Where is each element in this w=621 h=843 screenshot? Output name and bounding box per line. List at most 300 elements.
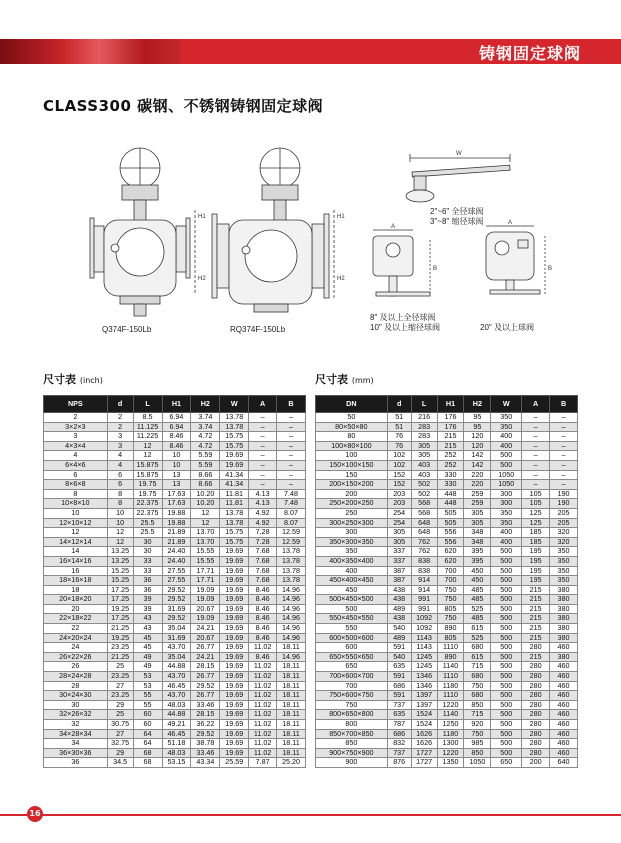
table-cell: 620 — [437, 547, 464, 557]
table-cell: 320 — [550, 528, 578, 538]
banner-gradient — [0, 39, 180, 64]
table-cell: 438 — [387, 614, 411, 624]
table-cell: 485 — [464, 614, 491, 624]
table-cell: 8.46 — [249, 604, 277, 614]
table-cell: 102 — [387, 460, 411, 470]
table-cell: 20×18×20 — [44, 595, 108, 605]
table-cell: 8.46 — [162, 432, 191, 442]
table-cell: 19.69 — [220, 691, 249, 701]
column-header: H1 — [437, 396, 464, 413]
table-cell: 12 — [107, 537, 133, 547]
table-cell: 19.09 — [191, 595, 220, 605]
table-cell: 12 — [191, 508, 220, 518]
table-cell: 33.46 — [191, 700, 220, 710]
table-cell: 438 — [387, 585, 411, 595]
table-cell: 1524 — [411, 720, 437, 730]
table-cell: 13.78 — [220, 518, 249, 528]
table-cell: 19.88 — [162, 518, 191, 528]
table-cell: 102 — [387, 451, 411, 461]
table-cell: 13.70 — [191, 537, 220, 547]
table-cell: 330 — [437, 480, 464, 490]
table-row — [44, 556, 306, 566]
table-cell: 19.69 — [220, 643, 249, 653]
table-cell: 50 — [316, 413, 388, 423]
table-cell: 25 — [107, 710, 133, 720]
table-cell: – — [522, 470, 550, 480]
table-cell: 250×200×250 — [316, 499, 388, 509]
table-cell: 105 — [522, 499, 550, 509]
table-cell: 125 — [522, 518, 550, 528]
table-cell: 8.46 — [249, 624, 277, 634]
table-cell: 280 — [522, 691, 550, 701]
table-cell: 33 — [133, 566, 162, 576]
table-cell: 203 — [387, 499, 411, 509]
table-cell: 53.15 — [162, 758, 191, 768]
table-row — [316, 691, 578, 701]
table-cell: 489 — [387, 604, 411, 614]
table-cell: – — [249, 432, 277, 442]
table-cell: 43.70 — [162, 691, 191, 701]
table-row — [316, 528, 578, 538]
table-cell: 3 — [44, 432, 108, 442]
table-cell: 19.69 — [220, 451, 249, 461]
table-cell: 24 — [44, 643, 108, 653]
table-cell: 450×400×450 — [316, 576, 388, 586]
table-cell: 737 — [387, 700, 411, 710]
table-cell: 300 — [491, 499, 522, 509]
table-cell: 18.11 — [277, 729, 306, 739]
table-cell: 11.02 — [249, 720, 277, 730]
table-cell: 29.52 — [191, 681, 220, 691]
table-row — [316, 432, 578, 442]
table-row — [316, 739, 578, 749]
table-cell: 500 — [491, 681, 522, 691]
table-cell: 1143 — [411, 633, 437, 643]
table-cell: 16×14×16 — [44, 556, 108, 566]
table-cell: 19.69 — [220, 556, 249, 566]
table-cell: 540 — [387, 624, 411, 634]
table-cell: 24.21 — [191, 652, 220, 662]
table-cell: 19.88 — [162, 508, 191, 518]
table-cell: 29.52 — [191, 729, 220, 739]
table-cell: 14.96 — [277, 604, 306, 614]
table-cell: 7.87 — [249, 758, 277, 768]
table-cell: 51.18 — [162, 739, 191, 749]
table-header-row — [316, 396, 578, 413]
table-cell: – — [522, 413, 550, 423]
table-cell: 19.69 — [220, 604, 249, 614]
table-cell: 500 — [491, 576, 522, 586]
table-cell: 18.11 — [277, 720, 306, 730]
table-cell: 100 — [316, 451, 388, 461]
table-row — [44, 624, 306, 634]
table-cell: 80×50×80 — [316, 422, 388, 432]
table-cell: 19.69 — [220, 595, 249, 605]
table-cell: 1346 — [411, 681, 437, 691]
table-cell: 489 — [387, 633, 411, 643]
table-cell: 8.46 — [249, 585, 277, 595]
table-cell: – — [277, 470, 306, 480]
table-cell: 95 — [464, 422, 491, 432]
table-cell: 46.45 — [162, 729, 191, 739]
table-cell: 305 — [387, 537, 411, 547]
table-cell: 6×4×6 — [44, 460, 108, 470]
table-cell: 350 — [491, 413, 522, 423]
table-cell: 460 — [550, 700, 578, 710]
table-cell: 500 — [491, 604, 522, 614]
table-cell: 254 — [387, 518, 411, 528]
page-number: 16 — [27, 806, 43, 822]
table-cell: 305 — [464, 518, 491, 528]
table-row — [44, 480, 306, 490]
table-cell: 700×600×700 — [316, 672, 388, 682]
note-bottom-right: 20" 及以上球阀 — [480, 323, 534, 332]
table-cell: 18.11 — [277, 691, 306, 701]
table-cell: 337 — [387, 547, 411, 557]
table-cell: 502 — [411, 489, 437, 499]
table-cell: 17.63 — [162, 489, 191, 499]
table-cell: 500 — [316, 604, 388, 614]
table-cell: 11.02 — [249, 739, 277, 749]
table-cell: 1180 — [437, 681, 464, 691]
table-cell: 556 — [437, 537, 464, 547]
table-cell: 19.75 — [133, 489, 162, 499]
table-cell: 305 — [464, 508, 491, 518]
table-cell: 6 — [44, 470, 108, 480]
table-cell: 550 — [316, 624, 388, 634]
table-cell: 15.55 — [191, 547, 220, 557]
table-cell: 19.69 — [220, 710, 249, 720]
table-cell: 500 — [491, 460, 522, 470]
table-cell: 13.78 — [220, 422, 249, 432]
table-cell: 283 — [411, 432, 437, 442]
table-cell: 51 — [387, 413, 411, 423]
table-cell: 28×24×28 — [44, 672, 108, 682]
table-row — [316, 460, 578, 470]
table-cell: 1050 — [491, 480, 522, 490]
table-cell: 600 — [316, 643, 388, 653]
table-cell: 26.77 — [191, 691, 220, 701]
table-cell: 450 — [316, 585, 388, 595]
table-cell: 100×80×100 — [316, 441, 388, 451]
table-cell: 556 — [437, 528, 464, 538]
table-cell: 5.59 — [191, 460, 220, 470]
actuator-drawing-left — [373, 230, 430, 296]
table-cell: 33 — [133, 556, 162, 566]
table-cell: 64 — [133, 729, 162, 739]
table-cell: 19.69 — [220, 566, 249, 576]
table-cell: 6 — [107, 480, 133, 490]
table-cell: 19.25 — [107, 604, 133, 614]
table-cell: 220 — [464, 480, 491, 490]
table-cell: 24×20×24 — [44, 633, 108, 643]
table-cell: 215 — [522, 624, 550, 634]
column-header: B — [277, 396, 306, 413]
table-cell: – — [249, 460, 277, 470]
table-cell: 715 — [464, 662, 491, 672]
table-cell: 19.69 — [220, 624, 249, 634]
table-cell: 19.09 — [191, 585, 220, 595]
table-cell: 95 — [464, 413, 491, 423]
table-cell: 39 — [133, 604, 162, 614]
table-cell: 305 — [411, 451, 437, 461]
table-cell: 36.22 — [191, 720, 220, 730]
table-cell: 13.25 — [107, 547, 133, 557]
table-cell: – — [550, 413, 578, 423]
table-cell: 17.71 — [191, 566, 220, 576]
table-cell: 11.02 — [249, 748, 277, 758]
table-cell: 10 — [107, 518, 133, 528]
table-cell: 31.69 — [162, 633, 191, 643]
table-cell: 8.46 — [162, 441, 191, 451]
table-cell: 33.46 — [191, 748, 220, 758]
table-cell: 195 — [522, 556, 550, 566]
table-cell: 11.02 — [249, 662, 277, 672]
table-cell: 715 — [464, 710, 491, 720]
table-cell: 49 — [133, 662, 162, 672]
table-cell: 505 — [437, 518, 464, 528]
table-cell: 686 — [387, 681, 411, 691]
table-cell: 8.07 — [277, 518, 306, 528]
table-row — [44, 460, 306, 470]
table-cell: 14×12×14 — [44, 537, 108, 547]
table-cell: 185 — [522, 528, 550, 538]
table-cell: – — [249, 413, 277, 423]
table-cell: 502 — [411, 480, 437, 490]
table-cell: 17.25 — [107, 585, 133, 595]
table-cell: 36 — [44, 758, 108, 768]
table-row — [316, 480, 578, 490]
table-cell: 591 — [387, 691, 411, 701]
table-cell: 18.11 — [277, 662, 306, 672]
table-cell: 27 — [107, 681, 133, 691]
table-cell: 500 — [491, 451, 522, 461]
note-top-2: 3"~8" 缩径球阀 — [430, 217, 484, 226]
table-cell: 850 — [464, 748, 491, 758]
table-cell: 49 — [133, 652, 162, 662]
table-cell: 49.21 — [162, 720, 191, 730]
table-cell: 280 — [522, 729, 550, 739]
table-cell: – — [550, 441, 578, 451]
table-cell: 1245 — [411, 662, 437, 672]
table-cell: 920 — [464, 720, 491, 730]
inch-table-label — [43, 371, 103, 387]
table-cell: 41.34 — [220, 480, 249, 490]
table-cell: 8.5 — [133, 413, 162, 423]
table-cell: 380 — [550, 614, 578, 624]
table-cell: 53 — [133, 672, 162, 682]
table-cell: – — [522, 432, 550, 442]
table-cell: 200 — [316, 489, 388, 499]
table-cell: 21.25 — [107, 624, 133, 634]
table-cell: 18.11 — [277, 672, 306, 682]
table-cell: – — [550, 432, 578, 442]
table-cell: 460 — [550, 681, 578, 691]
table-cell: 350×300×350 — [316, 537, 388, 547]
table-cell: 7.68 — [249, 547, 277, 557]
table-cell: 13.70 — [191, 528, 220, 538]
table-cell: 330 — [437, 470, 464, 480]
table-cell: 17.25 — [107, 595, 133, 605]
table-cell: 280 — [522, 739, 550, 749]
table-cell: 7.48 — [277, 499, 306, 509]
table-cell: 500×450×500 — [316, 595, 388, 605]
table-cell: 4.92 — [249, 518, 277, 528]
table-cell: 176 — [437, 413, 464, 423]
table-cell: 18.11 — [277, 700, 306, 710]
table-cell: 1050 — [491, 470, 522, 480]
table-cell: 4.72 — [191, 432, 220, 442]
table-cell: 1220 — [437, 748, 464, 758]
table-cell: 25.59 — [220, 758, 249, 768]
table-cell: 15.75 — [220, 537, 249, 547]
table-cell: 45 — [133, 633, 162, 643]
valve-diagram — [40, 140, 600, 365]
table-cell: 460 — [550, 662, 578, 672]
table-cell: 1626 — [411, 739, 437, 749]
valve-drawing-left — [90, 148, 195, 316]
table-cell: 18.11 — [277, 748, 306, 758]
table-cell: 380 — [550, 595, 578, 605]
mm-label-text: 尺寸表 — [315, 373, 348, 386]
column-header: NPS — [44, 396, 108, 413]
table-row — [316, 508, 578, 518]
table-cell: 19.69 — [220, 739, 249, 749]
table-cell: 485 — [464, 595, 491, 605]
table-cell: 32×26×32 — [44, 710, 108, 720]
table-cell: 460 — [550, 739, 578, 749]
mm-unit: (mm) — [351, 376, 374, 385]
inch-dimension-table — [43, 395, 306, 768]
table-row — [44, 499, 306, 509]
table-cell: 10.20 — [191, 499, 220, 509]
table-cell: 43.34 — [191, 758, 220, 768]
table-cell: – — [550, 422, 578, 432]
table-cell: 403 — [411, 460, 437, 470]
table-cell: 350 — [550, 556, 578, 566]
table-cell: 142 — [464, 460, 491, 470]
table-cell: 17.71 — [191, 576, 220, 586]
table-cell: 8 — [44, 489, 108, 499]
caption-left: Q374F-150Lb — [102, 325, 152, 334]
table-row — [316, 758, 578, 768]
table-cell: 18.11 — [277, 739, 306, 749]
table-cell: 12 — [44, 528, 108, 538]
table-cell: 23.25 — [107, 691, 133, 701]
table-cell: 1727 — [411, 758, 437, 768]
table-cell: 55 — [133, 691, 162, 701]
table-cell: 25.5 — [133, 528, 162, 538]
table-cell: – — [550, 480, 578, 490]
table-cell: 14.96 — [277, 624, 306, 634]
table-cell: 24.21 — [191, 624, 220, 634]
table-cell: 1143 — [411, 643, 437, 653]
table-cell: 876 — [387, 758, 411, 768]
table-cell: 838 — [411, 556, 437, 566]
table-cell: 650×550×650 — [316, 652, 388, 662]
table-cell: 10 — [44, 508, 108, 518]
table-cell: 438 — [387, 595, 411, 605]
table-cell: 380 — [550, 652, 578, 662]
table-cell: 11.02 — [249, 672, 277, 682]
table-cell: 686 — [387, 729, 411, 739]
column-header: A — [522, 396, 550, 413]
table-row — [44, 595, 306, 605]
table-cell: 11.81 — [220, 489, 249, 499]
table-cell: 11.02 — [249, 643, 277, 653]
table-row — [44, 413, 306, 423]
table-cell: 648 — [411, 528, 437, 538]
table-cell: 13.78 — [220, 508, 249, 518]
table-cell: 15.75 — [220, 441, 249, 451]
table-cell: 280 — [522, 672, 550, 682]
table-cell: 19.69 — [220, 700, 249, 710]
table-cell: 10 — [162, 451, 191, 461]
table-cell: 36×30×36 — [44, 748, 108, 758]
table-cell: 640 — [550, 758, 578, 768]
table-cell: 540 — [387, 652, 411, 662]
table-cell: 10 — [162, 460, 191, 470]
table-cell: 350 — [550, 566, 578, 576]
table-cell: 550×450×550 — [316, 614, 388, 624]
table-cell: 700 — [437, 566, 464, 576]
table-cell: 20.67 — [191, 604, 220, 614]
dim-label-h1: H1 — [198, 214, 206, 220]
table-cell: 985 — [464, 739, 491, 749]
table-cell: 11.02 — [249, 681, 277, 691]
table-cell: 19.69 — [220, 652, 249, 662]
table-cell: – — [277, 432, 306, 442]
table-row — [316, 720, 578, 730]
table-cell: 500 — [491, 739, 522, 749]
table-cell: 2 — [44, 413, 108, 423]
table-cell: – — [522, 422, 550, 432]
table-cell: 195 — [522, 576, 550, 586]
table-cell: 800 — [316, 720, 388, 730]
table-cell: 300 — [491, 489, 522, 499]
table-cell: – — [249, 451, 277, 461]
table-cell: 1300 — [437, 739, 464, 749]
table-cell: 500 — [491, 672, 522, 682]
table-cell: 64 — [133, 739, 162, 749]
table-cell: 14.96 — [277, 585, 306, 595]
table-cell: 650 — [316, 662, 388, 672]
table-cell: 8 — [107, 499, 133, 509]
table-row — [44, 672, 306, 682]
table-cell: 30 — [44, 700, 108, 710]
table-cell: 680 — [464, 672, 491, 682]
table-cell: 525 — [464, 604, 491, 614]
table-cell: 20 — [44, 604, 108, 614]
table-cell: 6.94 — [162, 422, 191, 432]
table-cell: 17.25 — [107, 614, 133, 624]
table-cell: 737 — [387, 748, 411, 758]
table-cell: 620 — [437, 556, 464, 566]
table-cell: – — [277, 451, 306, 461]
table-cell: – — [277, 422, 306, 432]
table-cell: 635 — [387, 662, 411, 672]
table-cell: 3×2×3 — [44, 422, 108, 432]
column-header: L — [411, 396, 437, 413]
table-row — [316, 624, 578, 634]
table-cell: 15.875 — [133, 460, 162, 470]
table-cell: 195 — [522, 566, 550, 576]
table-cell: 750×600×750 — [316, 691, 388, 701]
table-cell: 460 — [550, 720, 578, 730]
table-row — [316, 576, 578, 586]
table-cell: 1626 — [411, 729, 437, 739]
table-cell: 500 — [491, 624, 522, 634]
